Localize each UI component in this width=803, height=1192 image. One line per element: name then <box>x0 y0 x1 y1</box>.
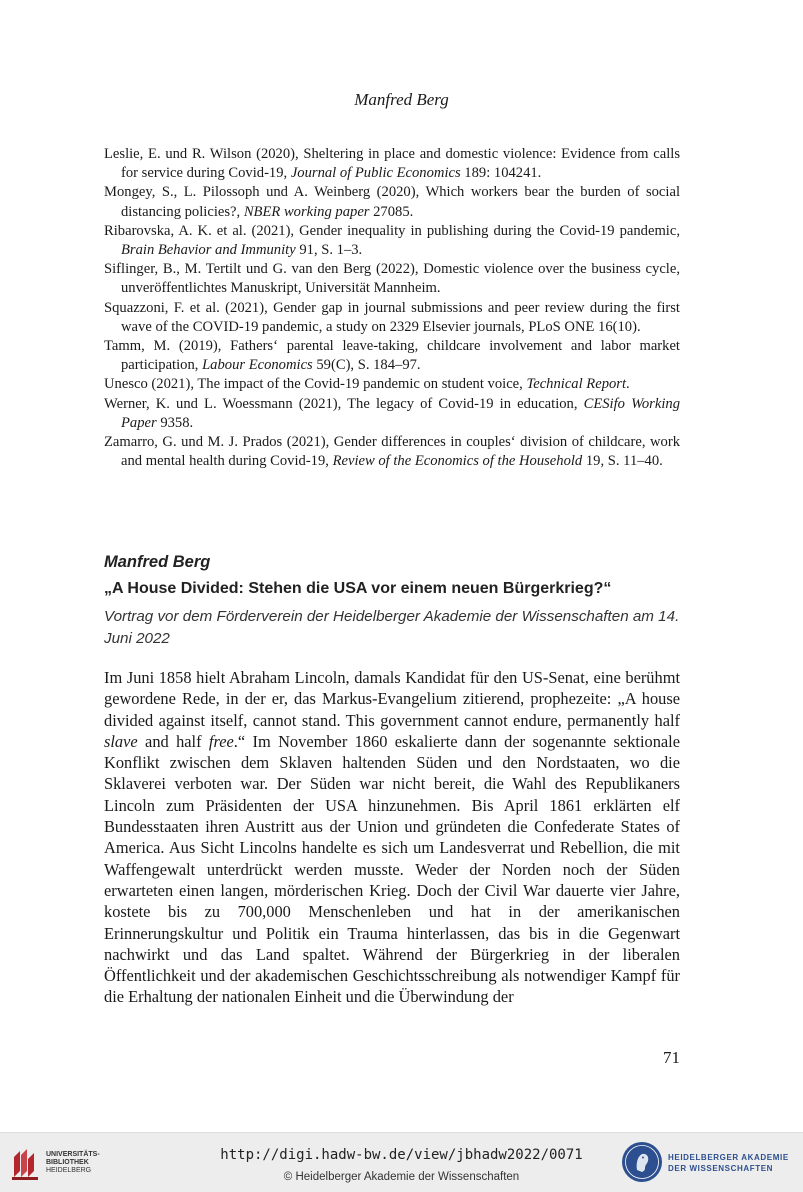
reference-item: Tamm, M. (2019), Fathers‘ parental leave-taking, childcare involvement and labor market participation, Labour Economics 59(C), S. 184–97. <box>104 338 680 374</box>
ub-line: BIBLIOTHEK <box>46 1159 89 1166</box>
reference-item: Squazzoni, F. et al. (2021), Gender gap in journal submissions and peer review during the first wave of the COVID-19 pandemic, a study on 2329 Elsevier journals, PLoS ONE 16(10). <box>104 299 680 335</box>
reference-item: Ribarovska, A. K. et al. (2021), Gender inequality in publishing during the Covid-19 pandemic, Brain Behavior and Immunity 91, S. 1–3. <box>104 222 680 259</box>
reference-list <box>104 145 680 471</box>
reference-item: Siflinger, B., M. Tertilt und G. van den Berg (2022), Domestic violence over the business cycle, unveröffentlichtes Manuskript, Universität Mannheim. <box>104 261 680 297</box>
reference-item: Zamarro, G. und M. J. Prados (2021), Gender differences in couples‘ division of childcare, work and mental health during Covid-19, Review of the Economics of the Household 19, S. 11–40. <box>104 434 680 470</box>
page-number: 71 <box>663 1048 680 1067</box>
copyright-notice: © Heidelberger Akademie der Wissenschaften <box>283 1171 520 1183</box>
permalink-url[interactable]: http://digi.hadw-bw.de/view/jbhadw2022/0071 <box>220 1147 583 1163</box>
academy-seal-icon <box>620 1140 664 1184</box>
article-author: Manfred Berg <box>104 553 211 571</box>
reference-item: Mongey, S., L. Pilossoph und A. Weinberg (2020), Which workers bear the burden of social distancing policies?, NBER working paper 27085. <box>104 184 680 220</box>
body-paragraph: Im Juni 1858 hielt Abraham Lincoln, damals Kandidat für den US-Senat, eine berühmt gewordene Rede, in der er, das Markus-Evangelium zitierend, prophezeite: „A house divided against itself, cannot stand. This government cannot endure, permanently half slave and half free.“ Im November 1860 eskalierte dann der sogenannte sektionale Konflikt zwischen dem Sklaven haltenden Süden und den Nordstaaten, wo die Sklaverei verboten war. Der Süden war nicht bereit, die Wahl des Republikaners Lincoln zum Präsidenten der USA hinzunehmen. Bis April 1861 erklärten elf Bundesstaaten ihren Austritt aus der Union und gründeten die Confederate States of America. Aus Sicht Lincolns handelte es sich um Landesverrat und Rebellion, die mit Waffengewalt unterdrückt werden musste. Weder der Norden noch der Süden erwarteten einen langen, mörderischen Krieg. Doch der Civil War dauerte vier Jahre, kostete bis zu 700,000 Menschenleben und hat in der amerikanischen Erinnerungskultur und Politik ein Trauma hinterlassen, das bis in die Gegenwart nachwirkt und das Land spaltet. Während der Bürgerkrieg in der liberalen Öffentlichkeit und der akademischen Geschichtsschreibung als notwendiger Kampf für die Erhaltung der nationalen Einheit und die Überwindung der <box>104 668 680 1007</box>
ub-line: UNIVERSITÄTS- <box>46 1151 100 1158</box>
ub-line: HEIDELBERG <box>46 1167 92 1174</box>
academy-name <box>668 1152 789 1174</box>
reference-item: Unesco (2021), The impact of the Covid-19 pandemic on student voice, Technical Report. <box>104 376 630 393</box>
reference-item: Leslie, E. und R. Wilson (2020), Sheltering in place and domestic violence: Evidence from calls for service during Covid-19, Journal of Public Economics 189: 104241. <box>104 146 680 182</box>
academy-line: DER WISSENSCHAFTEN <box>668 1164 774 1173</box>
article-subtitle: Vortrag vor dem Förderverein der Heidelberger Akademie der Wissenschaften am 14. Juni 2022 <box>104 608 680 647</box>
article-title: „A House Divided: Stehen die USA vor einem neuen Bürgerkrieg?“ <box>104 580 612 597</box>
footer-bar <box>0 1132 803 1192</box>
running-head: Manfred Berg <box>354 90 449 109</box>
reference-item: Werner, K. und L. Woessmann (2021), The legacy of Covid-19 in education, CESifo Working Paper 9358. <box>104 395 680 431</box>
academy-line: HEIDELBERGER AKADEMIE <box>668 1153 789 1162</box>
